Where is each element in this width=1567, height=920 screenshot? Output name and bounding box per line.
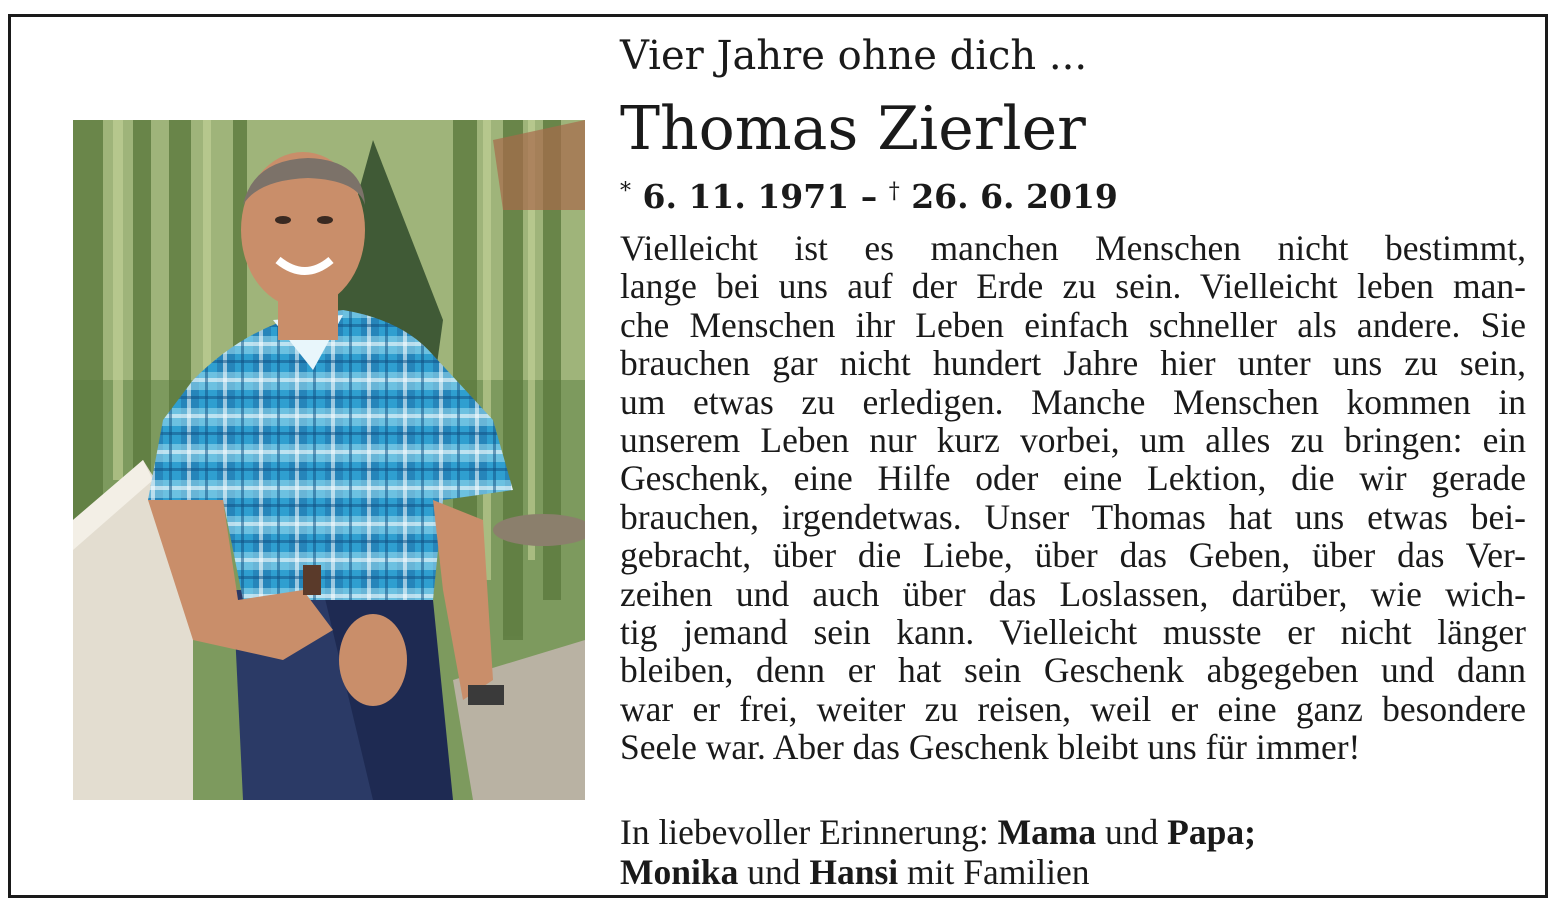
poem-line: unserem Leben nur kurz vorbei, um alles zu bringen: ein — [620, 420, 1526, 461]
deceased-name: Thomas Zierler — [620, 94, 1086, 164]
conjunction: und — [747, 852, 801, 892]
intro-line: Vier Jahre ohne dich ... — [620, 33, 1088, 79]
closing-dedication — [620, 812, 1256, 892]
memorial-text — [620, 229, 1526, 767]
date-separator: – — [860, 177, 878, 216]
poem-line: lange bei uns auf der Erde zu sein. Vielleicht leben man- — [620, 266, 1526, 307]
poem-line: bleiben, denn er hat sein Geschenk abgegeben und dann — [620, 650, 1526, 691]
poem-line: war er frei, weiter zu reisen, weil er eine ganz besondere — [620, 688, 1526, 729]
name-papa: Papa; — [1167, 812, 1256, 852]
birth-date: 6. 11. 1971 — [642, 177, 850, 216]
poem-line: um etwas zu erledigen. Manche Menschen kommen in — [620, 381, 1526, 422]
poem-line: gebracht, über die Liebe, über das Geben, über das Ver- — [620, 535, 1526, 576]
closing-line-1 — [620, 812, 1256, 852]
families: mit Familien — [907, 852, 1090, 892]
poem-line: Seele war. Aber das Geschenk bleibt uns für immer! — [620, 727, 1361, 768]
death-symbol: † — [888, 179, 900, 204]
name-hansi: Hansi — [809, 852, 899, 892]
closing-intro: In liebevoller Erinnerung: — [620, 812, 989, 852]
death-date: 26. 6. 2019 — [911, 177, 1118, 216]
poem-line: Vielleicht ist es manchen Menschen nicht bestimmt, — [620, 228, 1526, 268]
poem-line: tig jemand sein kann. Vielleicht musste er nicht länger — [620, 612, 1526, 653]
portrait-photo — [73, 120, 585, 800]
closing-line-2 — [620, 852, 1256, 892]
poem-line: Geschenk, eine Hilfe oder eine Lektion, die wir gerade — [620, 458, 1526, 499]
poem-line: brauchen gar nicht hundert Jahre hier unter uns zu sein, — [620, 343, 1526, 384]
name-monika: Monika — [620, 852, 739, 892]
poem-line: zeihen und auch über das Loslassen, darüber, wie wich- — [620, 573, 1526, 614]
birth-symbol: * — [620, 179, 631, 204]
name-mama: Mama — [997, 812, 1097, 852]
life-dates — [620, 172, 1118, 217]
poem-line: brauchen, irgendetwas. Unser Thomas hat uns etwas bei- — [620, 496, 1526, 537]
poem-line: che Menschen ihr Leben einfach schneller als andere. Sie — [620, 304, 1526, 345]
conjunction: und — [1105, 812, 1159, 852]
